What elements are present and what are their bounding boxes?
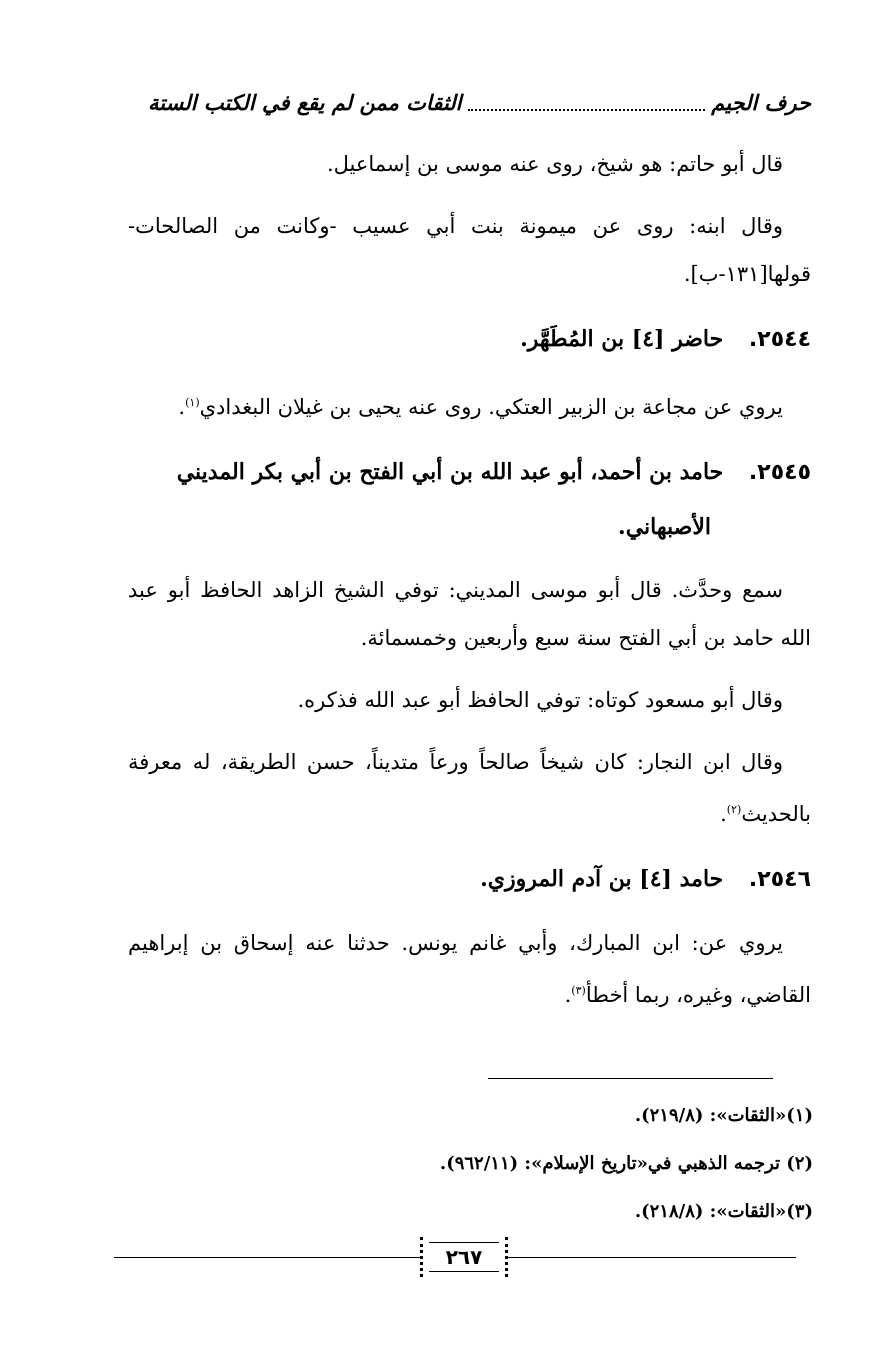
paragraph	[128, 738, 811, 838]
paragraph: وقال ابنه: روى عن ميمونة بنت أبي عسيب -وكانت من الصالحات- قولها[١٣١-ب].	[128, 214, 811, 286]
running-header	[148, 82, 811, 122]
paragraph: سمع وحدَّث. قال أبو موسى المديني: توفي الشيخ الزاهد الحافظ أبو عبد الله حامد بن أبي الفتح سنة سبع وأربعين وخمسمائة.	[128, 578, 811, 650]
body-text	[128, 140, 811, 1033]
paragraph-end: .	[720, 802, 727, 826]
footnote: (٣)«الثقات»: (٢١٨/٨).	[634, 1201, 813, 1222]
entry-number: ٢٥٤٤.	[748, 327, 811, 352]
footnote: (١)«الثقات»: (٢١٩/٨).	[634, 1105, 813, 1126]
entry-number: ٢٥٤٦.	[748, 867, 811, 892]
paragraph: وقال أبو مسعود كوتاه: توفي الحافظ أبو عبد الله فذكره.	[297, 688, 783, 712]
footer-rule-left	[114, 1257, 420, 1258]
paragraph-text: يروي عن مجاعة بن الزبير العتكي. روى عنه يحيى بن غيلان البغدادي	[199, 395, 783, 419]
paragraph-text: وقال ابن النجار: كان شيخاً صالحاً ورعاً متديناً، حسن الطريقة، له معرفة بالحديث	[128, 750, 811, 826]
entry-heading	[128, 445, 811, 554]
footnote-separator	[488, 1078, 773, 1079]
footnote: (٢) ترجمه الذهبي في«تاريخ الإسلام»: (٩٦٢/١١).	[439, 1153, 813, 1174]
page-number: ٢٦٧	[420, 1237, 508, 1277]
paragraph-text: يروي عن: ابن المبارك، وأبي غانم يونس. حدثنا عنه إسحاق بن إبراهيم القاضي، وغيره، ربما أخطأ	[128, 931, 811, 1007]
footnote-ref[interactable]: (٣)	[571, 984, 586, 997]
paragraph-end: .	[564, 983, 572, 1007]
entry-title: حامد بن أحمد، أبو عبد الله بن أبي الفتح بن أبي بكر المديني	[176, 459, 724, 485]
entry-title-continued: الأصبهاني.	[618, 514, 711, 540]
paragraph-end: .	[178, 395, 186, 419]
entry-heading	[128, 852, 811, 907]
footnote-ref[interactable]: (١)	[185, 396, 200, 409]
paragraph: قال أبو حاتم: هو شيخ، روى عنه موسى بن إسماعيل.	[326, 152, 783, 176]
entry-title: حاضر [٤] بن المُطَهَّر.	[520, 326, 724, 352]
entry-title: حامد [٤] بن آدم المروزي.	[480, 866, 724, 892]
header-book-title: الثقات ممن لم يقع في الكتب الستة	[148, 89, 462, 115]
footnotes	[128, 1092, 813, 1236]
header-chapter: حرف الجيم	[711, 89, 811, 115]
header-dot-leader	[468, 93, 706, 111]
footer-rule-right	[505, 1257, 796, 1258]
entry-heading	[128, 312, 811, 367]
paragraph	[128, 379, 811, 431]
paragraph	[128, 919, 811, 1019]
entry-number: ٢٥٤٥.	[748, 460, 811, 485]
footnote-ref[interactable]: (٢)	[726, 803, 742, 816]
